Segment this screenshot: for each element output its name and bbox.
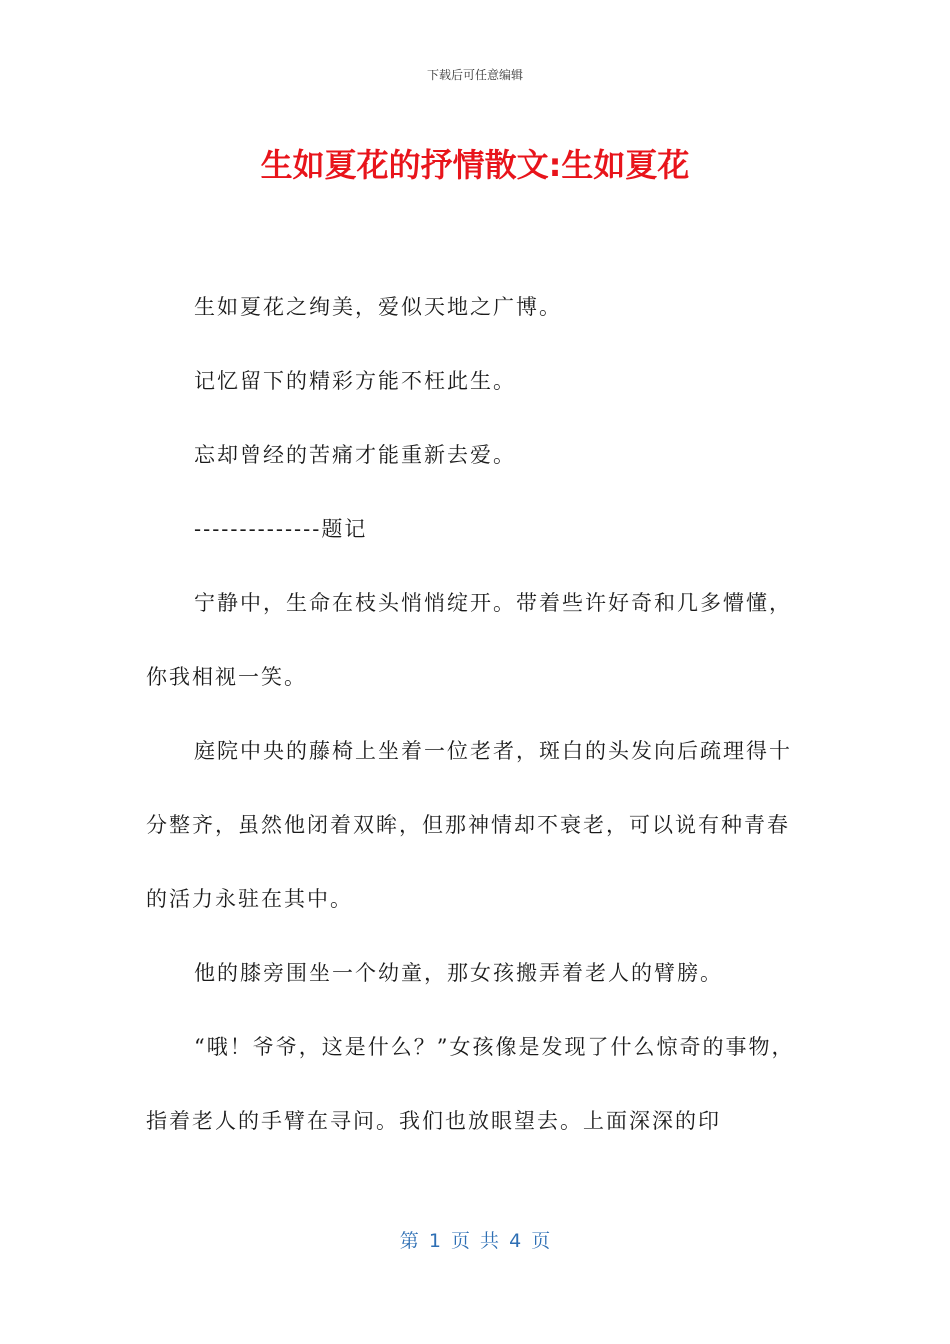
page-footer	[0, 1226, 950, 1253]
paragraph: 生如夏花之绚美，爱似天地之广博。	[194, 295, 562, 319]
document-title: 生如夏花的抒情散文:生如夏花	[260, 146, 690, 184]
epigraph-attribution: --------------题记	[194, 517, 368, 541]
header-note: 下载后可任意编辑	[426, 68, 523, 82]
paragraph: 忘却曾经的苦痛才能重新去爱。	[194, 443, 516, 467]
footer-suffix: 页	[531, 1230, 551, 1252]
paragraph: 庭院中央的藤椅上坐着一位老者，斑白的头发向后疏理得十分整齐，虽然他闭着双眸，但那神情却不衰老，可以说有种青春的活力永驻在其中。	[146, 739, 792, 911]
footer-middle: 页 共	[450, 1230, 500, 1252]
paragraph: 记忆留下的精彩方能不枉此生。	[194, 369, 516, 393]
footer-prefix: 第	[399, 1230, 419, 1252]
footer-total-pages: 4	[509, 1230, 522, 1252]
footer-page-number: 1	[428, 1230, 441, 1252]
article-body	[146, 270, 806, 1158]
paragraph: 他的膝旁围坐一个幼童，那女孩搬弄着老人的臂膀。	[194, 961, 723, 985]
paragraph: “哦！爷爷，这是什么？”女孩像是发现了什么惊奇的事物，指着老人的手臂在寻问。我们也放眼望去。上面深深的印	[146, 1035, 795, 1133]
paragraph: 宁静中，生命在枝头悄悄绽开。带着些许好奇和几多懵懂，你我相视一笑。	[146, 591, 792, 689]
